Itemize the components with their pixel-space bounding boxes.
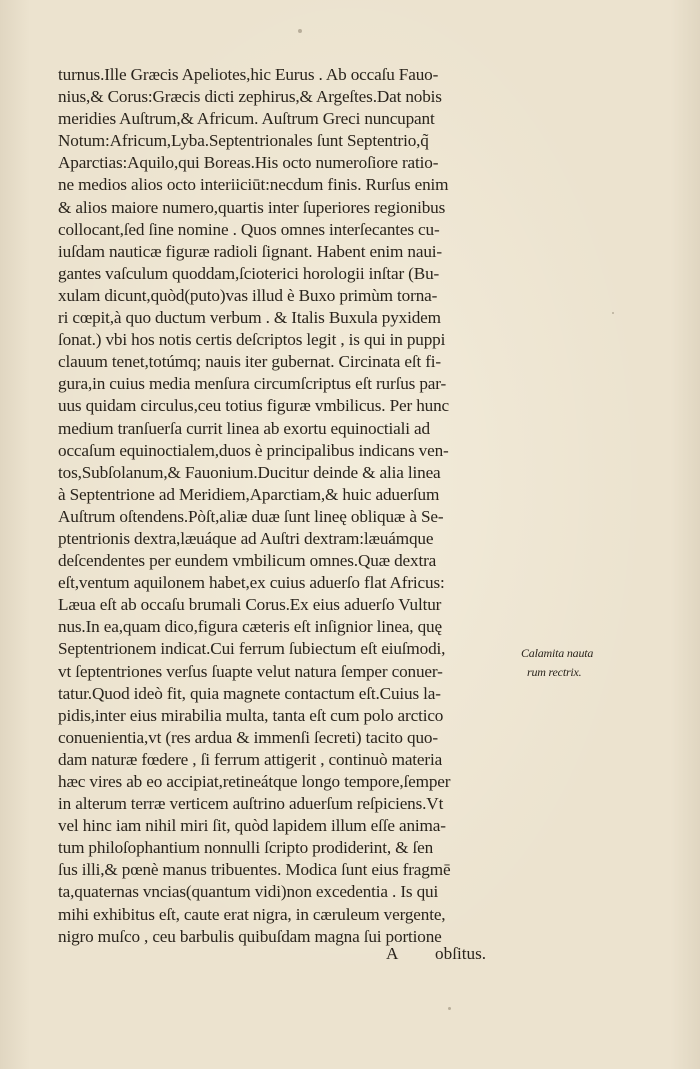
text-line-13: ſonat.) vbi hos notis certis deſcriptos legit , is qui in puppi: [58, 330, 446, 350]
text-line-15: gura,in cuius media menſura circumſcriptus eſt rurſus par-: [58, 374, 447, 394]
text-line-37: ſus illi,& pœnè manus tribuentes. Modica ſunt eius fragmē: [58, 860, 451, 880]
text-line-20: à Septentrione ad Meridiem,Aparctiam,& huic aduerſum: [58, 484, 440, 504]
paper-speck: [612, 312, 614, 314]
text-line-38: ta,quaternas vncias(quantum vidi)non excedentia . Is qui: [58, 882, 439, 902]
text-line-29: tatur.Quod ideò fit, quia magnete contactum eſt.Cuius la-: [58, 683, 441, 703]
text-line-9: iuſdam nauticæ figuræ radioli ſignant. Habent enim naui-: [58, 241, 442, 261]
text-line-22: ptentrionis dextra,læuáque ad Auſtri dextram:læuámque: [58, 528, 434, 548]
text-line-10: gantes vaſculum quoddam,ſcioterici horologii inſtar (Bu-: [58, 263, 440, 283]
text-line-11: xulam dicunt,quòd(puto)vas illud è Buxo primùm torna-: [58, 285, 438, 305]
text-line-28: vt ſeptentriones verſus ſuapte velut natura ſemper conuer-: [58, 661, 443, 681]
marginal-note: [521, 644, 593, 682]
text-line-39: mihi exhibitus eſt, caute erat nigra, in cæruleum vergente,: [58, 904, 446, 924]
text-line-17: medium tranſuerſa currit linea ab exortu equinoctiali ad: [58, 418, 430, 438]
text-line-12: ri cœpit,à quo ductum verbum . & Italis Buxula pyxidem: [58, 308, 441, 328]
text-line-1: turnus.Ille Græcis Apeliotes,hic Eurus . Ab occaſu Fauo-: [58, 65, 439, 84]
text-line-7: & alios maiore numero,quartis inter ſuperiores regionibus: [58, 197, 446, 217]
text-line-23: deſcendentes per eundem vmbilicum omnes.Quæ dextra: [58, 551, 437, 571]
text-line-24: eſt,ventum aquilonem habet,ex cuius aduerſo flat Africus:: [58, 573, 445, 593]
text-line-3: meridies Auſtrum,& Africum. Auſtrum Greci nuncupant: [58, 109, 435, 129]
text-line-16: uus quidam circulus,ceu totius figuræ vmbilicus. Per hunc: [58, 396, 450, 416]
paper-speck: [298, 29, 302, 33]
text-line-31: conuenientia,vt (res ardua & immenſi ſecreti) tacito quo-: [58, 727, 438, 747]
text-line-2: nius,& Corus:Græcis dicti zephirus,& Argeſtes.Dat nobis: [58, 87, 442, 107]
text-line-8: collocant,ſed ſine nomine . Quos omnes interſecantes cu-: [58, 219, 440, 239]
text-line-25: Læua eſt ab occaſu brumali Corus.Ex eius aduerſo Vultur: [58, 595, 442, 615]
marginal-note-line-1: Calamita nauta: [521, 646, 594, 660]
text-line-35: vel hinc iam nihil miri ſit, quòd lapidem illum eſſe anima-: [58, 816, 446, 836]
text-line-21: Auſtrum oſtendens.Pòſt,aliæ duæ ſunt lineę obliquæ à Se-: [58, 506, 444, 526]
paper-speck: [448, 1007, 451, 1010]
text-line-32: dam naturæ fœdere , ſi ferrum attigerit , continuò materia: [58, 749, 443, 769]
text-line-19: tos,Subſolanum,& Fauonium.Ducitur deinde & alia linea: [58, 462, 441, 482]
page-footer: [58, 944, 528, 970]
text-line-36: tum philoſophantium nonnulli ſcripto prodiderint, & ſen: [58, 838, 434, 858]
text-line-5: Aparctias:Aquilo,qui Boreas.His octo numeroſiore ratio-: [58, 153, 439, 173]
main-text-block: [58, 64, 548, 948]
text-line-14: clauum tenet,totúmq; nauis iter gubernat. Circinata eſt fi-: [58, 352, 441, 372]
text-line-4: Notum:Africum,Lyba.Septentrionales ſunt Septentrio,q̃: [58, 131, 429, 151]
signature-mark: A: [386, 944, 399, 963]
text-line-18: occaſum equinoctialem,duos è principalibus indicans ven-: [58, 440, 449, 460]
text-line-40: nigro muſco , ceu barbulis quibuſdam magna ſui portione: [58, 926, 442, 946]
text-line-30: pidis,inter eius mirabilia multa, tanta eſt cum polo arctico: [58, 705, 444, 725]
text-line-6: ne medios alios octo interiiciūt:necdum finis. Rurſus enim: [58, 175, 449, 195]
text-line-34: in alterum terræ verticem auſtrino aduerſum reſpiciens.Vt: [58, 794, 444, 814]
text-line-26: nus.In ea,quam dico,figura cæteris eſt inſignior linea, quę: [58, 617, 442, 637]
text-line-33: hæc vires ab eo accipiat,retineátque longo tempore,ſemper: [58, 772, 451, 791]
marginal-note-line-2: rum rectrix.: [527, 665, 582, 679]
catchword: obſitus.: [435, 944, 487, 963]
text-line-27: Septentrionem indicat.Cui ferrum ſubiectum eſt eiuſmodi,: [58, 639, 446, 659]
